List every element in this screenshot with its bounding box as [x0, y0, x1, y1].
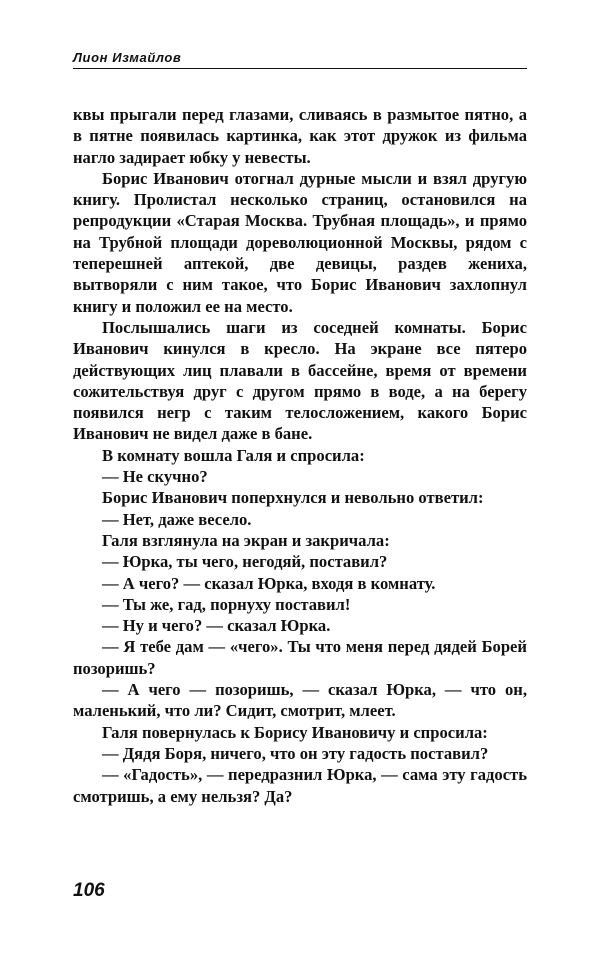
dialogue-line: — Юрка, ты чего, негодяй, поставил?: [102, 552, 388, 572]
paragraph: В комнату вошла Галя и спросила:: [102, 445, 365, 465]
dialogue-line: — А чего — позоришь, — сказал Юрка, — что он, маленький, что ли? Сидит, смотрит, млеет.: [73, 680, 527, 721]
paragraph-continuation: квы прыгали перед глазами, сливаясь в размытое пятно, а в пятне появилась картинка, как этот дружок из фильма нагло задирает юбку у невесты.: [73, 105, 527, 167]
running-head-author: Лион Измайлов: [73, 50, 182, 65]
body-text: [73, 104, 527, 807]
header-rule: [73, 68, 527, 69]
paragraph: Послышались шаги из соседней комнаты. Борис Иванович кинулся в кресло. На экране все пятеро действующих лиц плавали в бассейне, время от времени сожительствуя друг с другом прямо в воде, а на берегу появился негр с таким телосложением, какого Борис Иванович не видел даже в бане.: [73, 317, 527, 444]
dialogue-line: — Не скучно?: [102, 467, 208, 487]
page-number: 106: [73, 880, 105, 901]
dialogue-line: — Дядя Боря, ничего, что он эту гадость поставил?: [102, 743, 489, 763]
paragraph: Борис Иванович отогнал дурные мысли и взял другую книгу. Пролистал несколько страниц, остановился на репродукции «Старая Москва. Трубная площадь», и прямо на Трубной площади дореволюционной Москвы, рядом с теперешней аптекой, две девицы, раздев жениха, вытворяли с ним такое, что Борис Иванович захлопнул книгу и положил ее на место.: [73, 168, 527, 316]
dialogue-line: — «Гадость», — передразнил Юрка, — сама эту гадость смотришь, а ему нельзя? Да?: [73, 765, 527, 806]
dialogue-line: — Нет, даже весело.: [102, 509, 252, 529]
dialogue-line: — Ну и чего? — сказал Юрка.: [102, 616, 331, 636]
dialogue-line: — А чего? — сказал Юрка, входя в комнату.: [102, 573, 436, 593]
paragraph: Галя взглянула на экран и закричала:: [102, 530, 390, 550]
dialogue-line: — Я тебе дам — «чего». Ты что меня перед дядей Борей позоришь?: [73, 637, 527, 678]
paragraph: Галя повернулась к Борису Ивановичу и спросила:: [102, 722, 488, 742]
dialogue-line: — Ты же, гад, порнуху поставил!: [102, 594, 351, 614]
paragraph: Борис Иванович поперхнулся и невольно ответил:: [102, 488, 484, 508]
